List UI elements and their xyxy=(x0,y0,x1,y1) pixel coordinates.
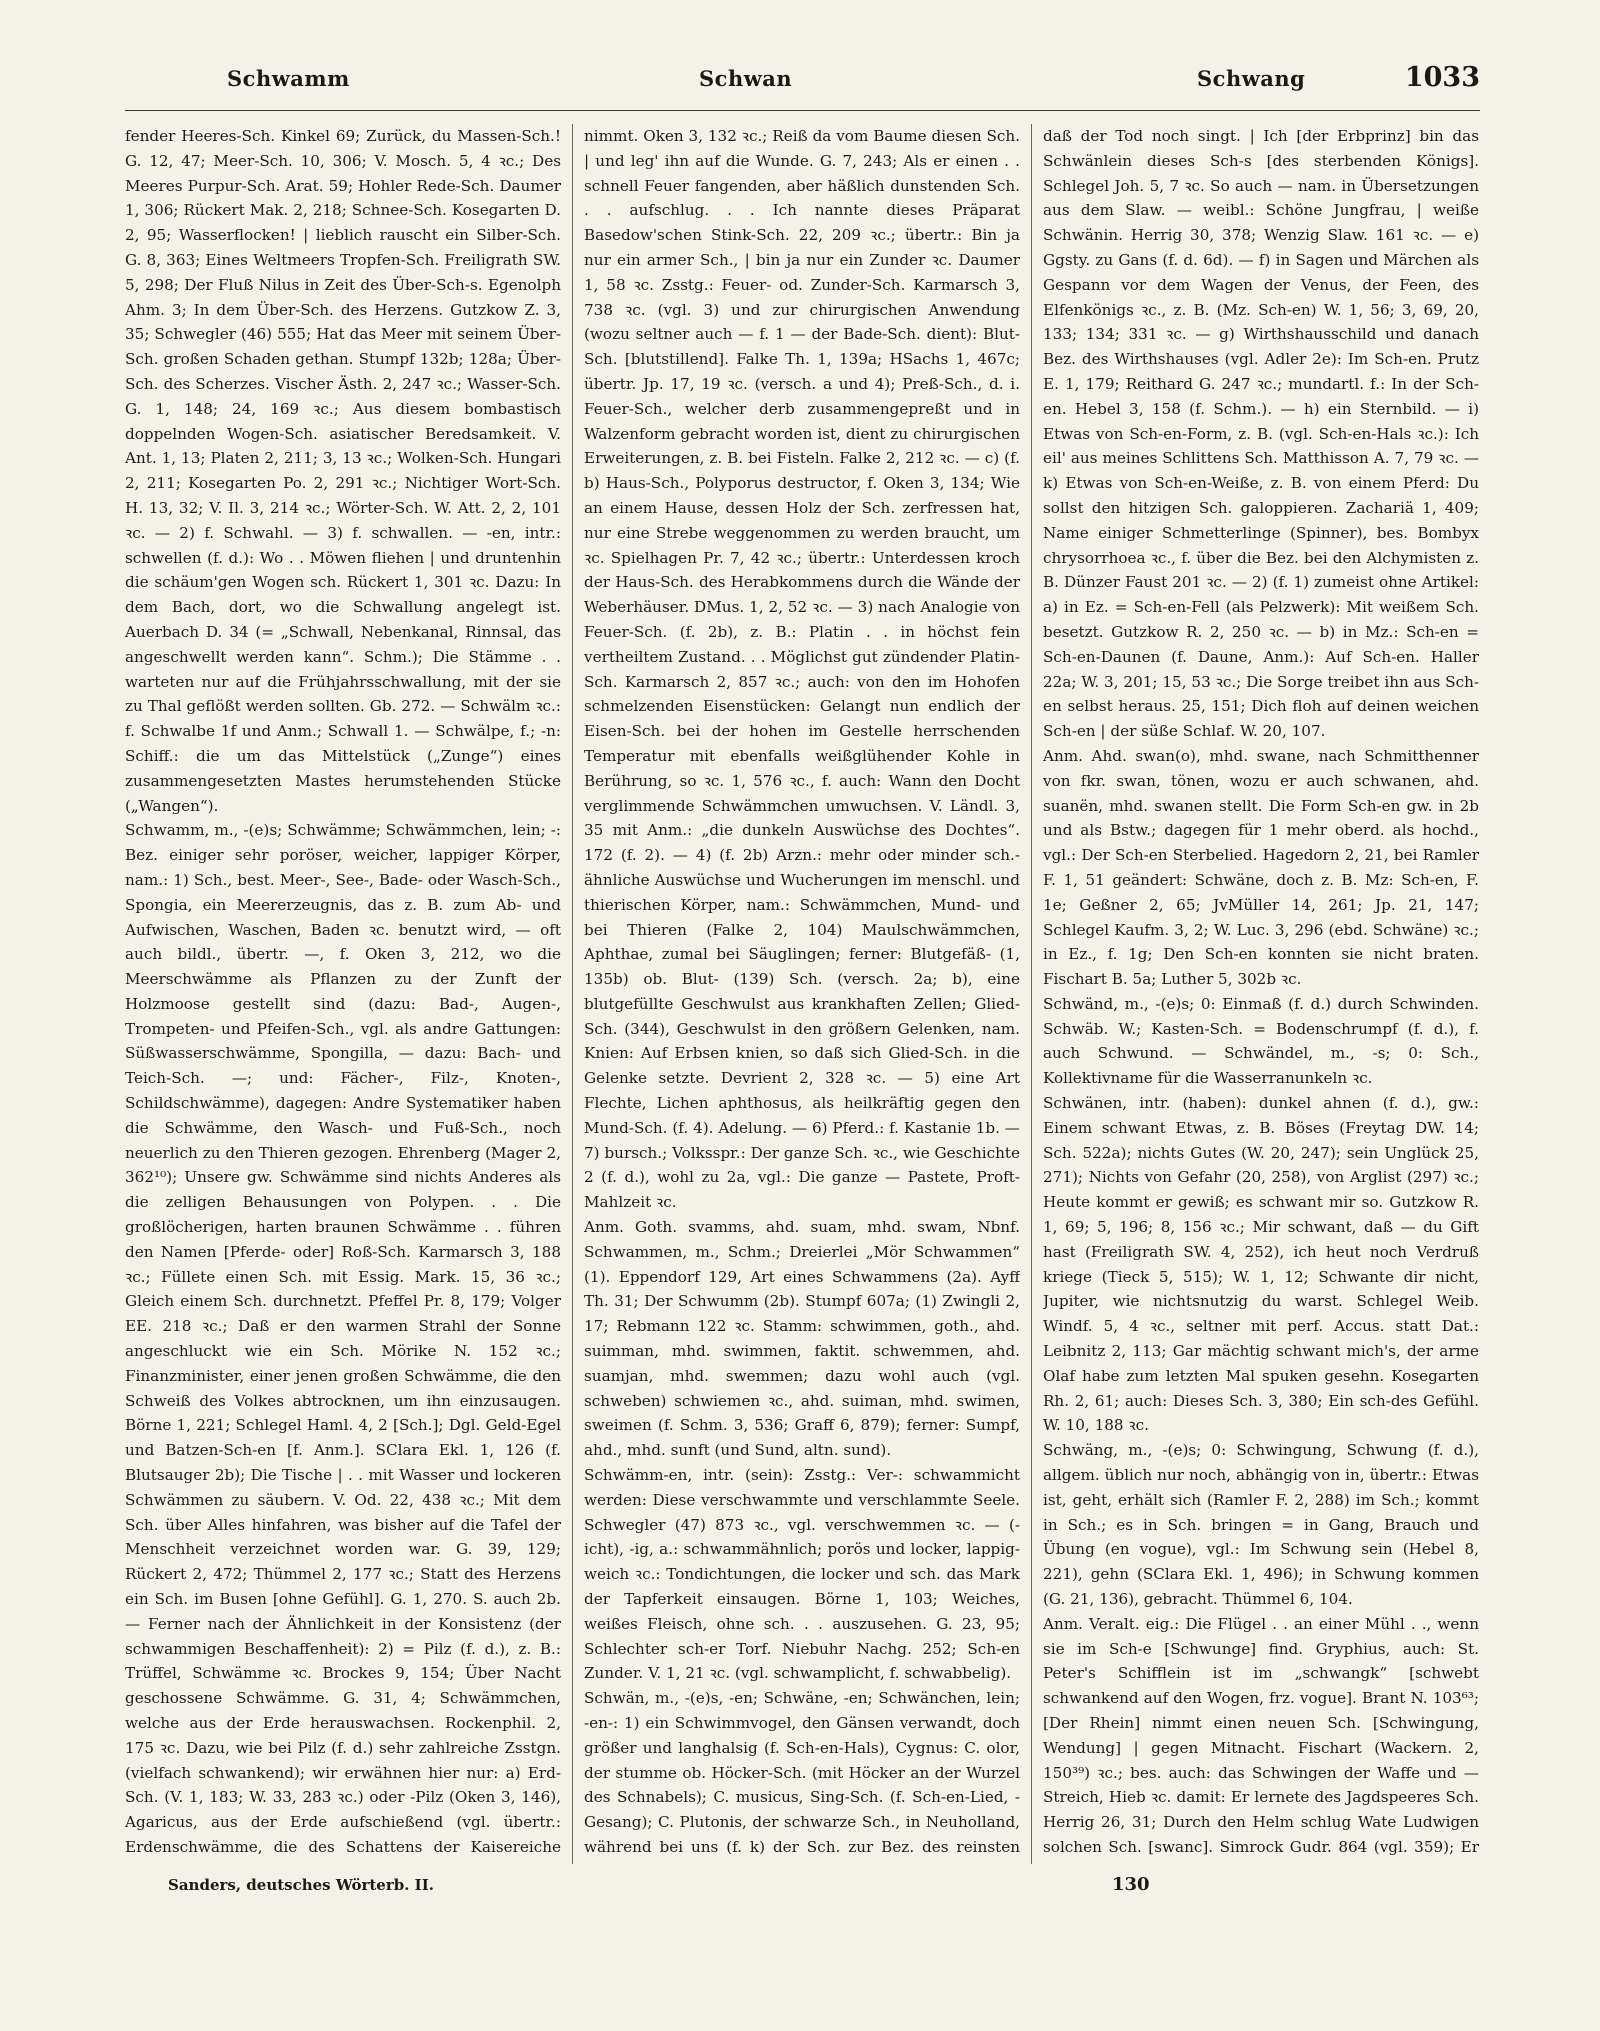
header-rule xyxy=(125,110,1480,111)
text-column-3 xyxy=(1043,124,1479,1864)
column-paragraph: Schwänd, m., -(e)s; 0: Einmaß (f. d.) durch Schwinden. Schwäb. W.; Kasten-Sch. = Bodenschrumpf (f. d.), f. auch Schwund. — Schwändel, m., -s; 0: Sch., Kollektivname für die Wasserranunkeln ꝛc. xyxy=(1043,994,1479,1088)
column-paragraph: daß der Tod noch singt. | Ich [der Erbprinz] bin das Schwänlein dieses Sch-s [des sterbenden Königs]. Schlegel Joh. 5, 7 ꝛc. So auch — nam. in Übersetzungen aus dem Slaw. — weibl.: Schöne Jungfrau, | weiße Schwänin. Herrig 30, 378; Wenzig Slaw. 161 ꝛc. — e) Ggsty. zu Gans (f. d. 6d). — f) in Sagen und Märchen als Gespann vor dem Wagen der Venus, der Feen, des Elfenkönigs ꝛc., z. B. (Mz. Sch-en) W. 1, 56; 3, 69, 20, 133; 134; 331 ꝛc. — g) Wirthshausschild und danach Bez. des Wirthshauses (vgl. Adler 2e): Im Sch-en. Prutz E. 1, 179; Reithard G. 247 ꝛc.; mundartl. f.: In der Sch-en. Hebel 3, 158 (f. Schm.). — h) ein Sternbild. — i) Etwas von Sch-en-Form, z. B. (vgl. Sch-en-Hals ꝛc.): Ich eil' aus meines Schlittens Sch. Matthisson A. 7, 79 ꝛc. — k) Etwas von Sch-en-Weiße, z. B. von einem Pferd: Du sollst den hitzigen Sch. galoppieren. Zachariä 1, 409; Name einiger Schmetterlinge (Spinner), bes. Bombyx chrysorrhoea ꝛc., f. über die Bez. bei den Alchymisten z. B. Dünzer Faust 201 ꝛc. — 2) (f. 1) zumeist ohne Artikel: a) in Ez. = Sch-en-Fell (als Pelzwerk): Mit weißem Sch. besetzt. Gutzkow R. 2, 250 ꝛc. — b) in Mz.: Sch-en = Sch-en-Daunen (f. Daune, Anm.): Auf Sch-en. Haller 22a; W. 3, 201; 15, 53 ꝛc.; Die Sorge treibet ihn aus Sch-en selbst heraus. 25, 151; Dich floh auf deinen weichen Sch-en | der süße Schlaf. W. 20, 107. xyxy=(1043,127,1479,741)
column-paragraph: Schwänen, intr. (haben): dunkel ahnen (f. d.), gw.: Einem schwant Etwas, z. B. Böses (Freytag DW. 14; Sch. 522a); nichts Gutes (W. 20, 247); sein Unglück 25, 271); Nichts von Gefahr (20, 258), von Arglist (297) ꝛc.; Heute kommt er gewiß; es schwant mir so. Gutzkow R. 1, 69; 5, 196; 8, 156 ꝛc.; Mir schwant, daß — du Gift hast (Freiligrath SW. 4, 252), ich heut noch Verdruß kriege (Tieck 5, 515); W. 1, 12; Schwante dir nicht, Jupiter, wie nichtsnutzig du warst. Schlegel Weib. Windf. 5, 4 ꝛc., seltner mit perf. Accus. statt Dat.: Leibnitz 2, 113; Gar mächtig schwant mich's, der arme Olaf habe zum letzten Mal spuken gesehn. Kosegarten Rh. 2, 61; auch: Dieses Sch. 3, 380; Ein sch-des Gefühl. W. 10, 188 ꝛc. xyxy=(1043,1094,1479,1435)
column-paragraph: Schwäng, m., -(e)s; 0: Schwingung, Schwung (f. d.), allgem. üblich nur noch, abhängig von in, übertr.: Etwas ist, geht, erhält sich (Ramler F. 2, 288) im Sch.; kommt in Sch.; es in Sch. bringen = in Gang, Brauch und Übung (en vogue), vgl.: Im Schwung sein (Hebel 8, 221), gehn (SClara Ekl. 1, 496); in Schwung kommen (G. 21, 136), gebracht. Thümmel 6, 104. xyxy=(1043,1441,1479,1609)
column-divider xyxy=(1031,124,1032,1864)
column-paragraph: Schwämm-en, intr. (sein): Zsstg.: Ver-: schwammicht werden: Diese verschwammte und verschlammte Seele. Schwegler (47) 873 ꝛc., vgl. verschwemmen ꝛc. — (-icht), -ig, a.: schwammähnlich; porös und locker, lappig-weich ꝛc.: Tondichtungen, die locker und sch. das Mark der Tapferkeit einsaugen. Börne 1, 103; Weiches, weißes Fleisch, ohne sch. . . auszusehen. G. 23, 95; Schlechter sch-er Torf. Niebuhr Nachg. 252; Sch-en Zunder. V. 1, 21 ꝛc. (vgl. schwamplicht, f. schwabbelig). xyxy=(584,1466,1020,1683)
column-divider xyxy=(572,124,573,1864)
column-paragraph: Anm. Goth. svamms, ahd. suam, mhd. swam, Nbnf. Schwammen, m., Schm.; Dreierlei „Mör Schwammen“ (1). Eppendorf 129, Art eines Schwammens (2a). Ayff Th. 31; Der Schwumm (2b). Stumpf 607a; (1) Zwingli 2, 17; Rebmann 122 ꝛc. Stamm: schwimmen, goth., ahd. suimman, mhd. swimmen, faktit. schwemmen, ahd. suamjan, mhd. swemmen; dazu wohl auch (vgl. schweben) schwiemen ꝛc., ahd. suiman, mhd. swimen, sweimen (f. Schm. 3, 536; Graff 6, 879); ferner: Sumpf, ahd., mhd. sunft (und Sund, altn. sund). xyxy=(584,1218,1020,1460)
column-paragraph: Schwamm, m., -(e)s; Schwämme; Schwämmchen, lein; -: Bez. einiger sehr poröser, weicher, lappiger Körper, nam.: 1) Sch., best. Meer-, See-, Bade- oder Wasch-Sch., Spongia, ein Meererzeugnis, das z. B. zum Ab- und Aufwischen, Waschen, Baden ꝛc. benutzt wird, — oft auch bildl., übertr. —, f. Oken 3, 212, wo die Meerschwämme als Pflanzen zu der Zunft der Holzmoose gestellt sind (dazu: Bad-, Augen-, Trompeten- und Pfeifen-Sch., vgl. als andre Gattungen: Süßwasserschwämme, Spongilla, — dazu: Bach- und Teich-Sch. —; und: Fächer-, Filz-, Knoten-, Schildschwämme), dagegen: Andre Systematiker haben die Schwämme, den Wasch- und Fuß-Sch., noch neuerlich zu den Thieren gezogen. Ehrenberg (Mager 2, 362¹⁰); Unsere gw. Schwämme sind nichts Anderes als die zelligen Behausungen von Polypen. . . Die großlöcherigen, harten braunen Schwämme . . führen den Namen [Pferde- oder] Roß-Sch. Karmarsch 3, 188 ꝛc.; Füllete einen Sch. mit Essig. Mark. 15, 36 ꝛc.; Gleich einem Sch. durchnetzt. Pfeffel Pr. 8, 179; Volger EE. 218 ꝛc.; Daß er den warmen Strahl der Sonne angeschluckt wie ein Sch. Mörike N. 152 ꝛc.; Finanzminister, einer jenen großen Schwämme, die den Schweiß des Volkes abtrocknen, um ihn einzusaugen. Börne 1, 221; Schlegel Haml. 4, 2 [Sch.]; Dgl. Geld-Egel und Batzen-Sch-en [f. Anm.]. SClara Ekl. 1, 126 (f. Blutsauger 2b); Die Tische | . . mit Wasser und lockeren Schwämmen zu säubern. V. Od. 22, 438 ꝛc.; Mit dem Sch. über Alles hinfahren, was bisher auf die Tafel der Menschheit verzeichnet worden war. G. 39, 129; Rückert 2, 472; Thümmel 2, 177 ꝛc.; Statt des Herzens ein Sch. im Busen [ohne Gefühl]. G. 1, 270. S. auch 2b. — Ferner nach der Ähnlichkeit in der Konsistenz (der schwammigen Beschaffenheit): 2) = Pilz (f. d.), z. B.: Trüffel, Schwämme ꝛc. Brockes 9, 154; Über Nacht geschossene Schwämme. G. 31, 4; Schwämmchen, welche aus der Erde herauswachsen. Rockenphil. 2, 175 ꝛc. Dazu, wie bei Pilz (f. d.) sehr zahlreiche Zsstgn. (vielfach schwankend); wir erwähnen hier nur: a) Erd-Sch. (V. 1, 183; W. 33, 283 ꝛc.) oder -Pilz (Oken 3, 146), Agaricus, aus der Erde aufschießend (vgl. übertr.: Erdenschwämme, die des Schattens der Kaisereiche xyxy=(125,821,561,1856)
running-headword-right: Schwang xyxy=(1197,66,1306,91)
column-paragraph: nimmt. Oken 3, 132 ꝛc.; Reiß da vom Baume diesen Sch. | und leg' ihn auf die Wunde. G. 7, 243; Als er einen . . schnell Feuer fangenden, aber häßlich dunstenden Sch. . . aufschlug. . . Ich nannte dieses Präparat Basedow'schen Stink-Sch. 22, 209 ꝛc.; übertr.: Bin ja nur ein armer Sch., | bin ja nur ein Zunder ꝛc. Daumer 1, 58 ꝛc. Zsstg.: Feuer- od. Zunder-Sch. Karmarsch 3, 738 ꝛc. (vgl. 3) und zur chirurgischen Anwendung (wozu seltner auch — f. 1 — der Bade-Sch. dient): Blut-Sch. [blutstillend]. Falke Th. 1, 139a; HSachs 1, 467c; übertr. Jp. 17, 19 ꝛc. (versch. a und 4); Preß-Sch., d. i. Feuer-Sch., welcher derb zusammengepreßt und in Walzenform gebracht worden ist, dient zu chirurgischen Erweiterungen, z. B. bei Fisteln. Falke 2, 212 ꝛc. — c) (f. b) Haus-Sch., Polyporus destructor, f. Oken 3, 134; Wie an einem Hause, dessen Holz der Sch. zerfressen hat, nur eine Strebe weggenommen zu werden braucht, um ꝛc. Spielhagen Pr. 7, 42 ꝛc.; übertr.: Unterdessen kroch der Haus-Sch. des Herabkommens durch die Wände der Weberhäuser. DMus. 1, 2, 52 ꝛc. — 3) nach Analogie von Feuer-Sch. (f. 2b), z. B.: Platin . . in höchst fein vertheiltem Zustand. . . Möglichst gut zündender Platin-Sch. Karmarsch 2, 857 ꝛc.; auch: von den im Hohofen schmelzenden Eisenstücken: Gelangt nun endlich der Eisen-Sch. bei der hohen im Gestelle herrschenden Temperatur mit ebenfalls weißglühender Kohle in Berührung, so ꝛc. 1, 576 ꝛc., f. auch: Wann den Docht verglimmende Schwämmchen umwuchsen. V. Ländl. 3, 35 mit Anm.: „die dunkeln Auswüchse des Dochtes“. 172 (f. 2). — 4) (f. 2b) Arzn.: mehr oder minder sch.-ähnliche Auswüchse und Wucherungen im menschl. und thierischen Körper, nam.: Schwämmchen, Mund- und bei Thieren (Falke 2, 104) Maulschwämmchen, Aphthae, zumal bei Säuglingen; ferner: Blutgefäß- (1, 135b) ob. Blut- (139) Sch. (versch. 2a; b), eine blutgefüllte Geschwulst aus krankhaften Zellen; Glied-Sch. (344), Geschwulst in den größern Gelenken, nam. Knien: Auf Erbsen knien, so daß sich Glied-Sch. in die Gelenke setzte. Devrient 2, 328 ꝛc. — 5) eine Art Flechte, Lichen aphthosus, als heilkräftig gegen den Mund-Sch. (f. 4). Adelung. — 6) Pferd.: f. Kastanie 1b. — 7) bursch.; Volksspr.: Der ganze Sch. ꝛc., wie Geschichte 2 (f. d.), wohl zu 2a, vgl.: Die ganze — Pastete, Proft-Mahlzeit ꝛc. xyxy=(584,127,1020,1212)
print-signature: Sanders, deutsches Wörterb. II. xyxy=(168,1876,434,1894)
text-column-2 xyxy=(584,124,1020,1864)
page-number: 1033 xyxy=(1404,62,1480,93)
column-paragraph: fender Heeres-Sch. Kinkel 69; Zurück, du Massen-Sch.! G. 12, 47; Meer-Sch. 10, 306; V. Mosch. 5, 4 ꝛc.; Des Meeres Purpur-Sch. Arat. 59; Hohler Rede-Sch. Daumer 1, 306; Rückert Mak. 2, 218; Schnee-Sch. Kosegarten D. 2, 95; Wasserflocken! | lieblich rauscht ein Silber-Sch. G. 8, 363; Eines Weltmeers Tropfen-Sch. Freiligrath SW. 5, 298; Der Fluß Nilus in Zeit des Über-Sch-s. Egenolph Ahm. 3; In dem Über-Sch. des Herzens. Gutzkow Z. 3, 35; Schwegler (46) 555; Hat das Meer mit seinem Über-Sch. großen Schaden gethan. Stumpf 132b; 128a; Über-Sch. des Scherzes. Vischer Ästh. 2, 247 ꝛc.; Wasser-Sch. G. 1, 148; 24, 169 ꝛc.; Aus diesem bombastisch doppelnden Wogen-Sch. asiatischer Beredsamkeit. V. Ant. 1, 13; Platen 2, 211; 3, 13 ꝛc.; Wolken-Sch. Hungari 2, 211; Kosegarten Po. 2, 291 ꝛc.; Nichtiger Wort-Sch. H. 13, 32; V. Il. 3, 214 ꝛc.; Wörter-Sch. W. Att. 2, 2, 101 ꝛc. — 2) f. Schwahl. — 3) f. schwallen. — -en, intr.: schwellen (f. d.): Wo . . Möwen fliehen | und druntenhin die schäum'gen Wogen sch. Rückert 1, 301 ꝛc. Dazu: In dem Bach, dort, wo die Schwallung angelegt ist. Auerbach D. 34 (= „Schwall, Nebenkanal, Rinnsal, das angeschwellt werden kann“. Schm.); Die Stämme . . warteten nur auf die Frühjahrsschwallung, mit der sie zu Thal geflößt werden sollten. Gb. 272. — Schwälm ꝛc.: f. Schwalbe 1f und Anm.; Schwall 1. — Schwälpe, f.; -n: Schiff.: die um das Mittelstück („Zunge“) eines zusammengesetzten Mastes herumstehenden Stücke („Wangen“). xyxy=(125,127,561,815)
running-headword-left: Schwamm xyxy=(227,66,350,91)
running-headword-center: Schwan xyxy=(699,66,793,91)
column-paragraph: Anm. Veralt. eig.: Die Flügel . . an einer Mühl . ., wenn sie im Sch-e [Schwunge] find. Gryphius, auch: St. Peter's Schifflein ist im „schwangk“ [schwebt schwankend auf den Wogen, frz. vogue]. Brant N. 103⁶³; [Der Rhein] nimmt einen neuen Sch. [Schwingung, Wendung] | gegen Mitnacht. Fischart (Wackern. 2, 150³⁹) ꝛc.; bes. auch: das Schwingen der Waffe und — Streich, Hieb ꝛc. damit: Er lernete des Jagdspeeres Sch. Herrig 26, 31; Durch den Helm schlug Wate Ludwigen solchen Sch. [swanc]. Simrock Gudr. 864 (vgl. 359); Er xyxy=(1043,1614,1479,1856)
text-column-1 xyxy=(125,124,561,1864)
sheet-number: 130 xyxy=(1112,1874,1150,1895)
column-paragraph: Anm. Ahd. swan(o), mhd. swane, nach Schmitthenner von fkr. swan, tönen, wozu er auch schwanen, ahd. suanën, mhd. swanen stellt. Die Form Sch-en gw. in 2b und als Bstw.; dagegen für 1 mehr oberd. als hochd., vgl.: Der Sch-en Sterbelied. Hagedorn 2, 21, bei Ramler F. 1, 51 geändert: Schwäne, doch z. B. Mz: Sch-en, F. 1e; Geßner 2, 65; JvMüller 14, 261; Jp. 21, 147; Schlegel Kaufm. 3, 2; W. Luc. 3, 296 (ebd. Schwäne) ꝛc.; in Ez., f. 1g; Den Sch-en konnten sie nicht braten. Fischart B. 5a; Luther 5, 302b ꝛc. xyxy=(1043,746,1479,989)
running-header xyxy=(125,62,1480,106)
column-paragraph: Schwän, m., -(e)s, -en; Schwäne, -en; Schwänchen, lein; -en-: 1) ein Schwimmvogel, den Gänsen verwandt, doch größer und langhalsig (f. Sch-en-Hals), Cygnus: C. olor, der stumme ob. Höcker-Sch. (mit Höcker an der Wurzel des Schnabels); C. musicus, Sing-Sch. (f. Sch-en-Lied, -Gesang); C. Plutonis, der schwarze Sch., in Neuholland, während bei uns (f. k) der Sch. zur Bez. des reinsten xyxy=(584,1689,1020,1856)
